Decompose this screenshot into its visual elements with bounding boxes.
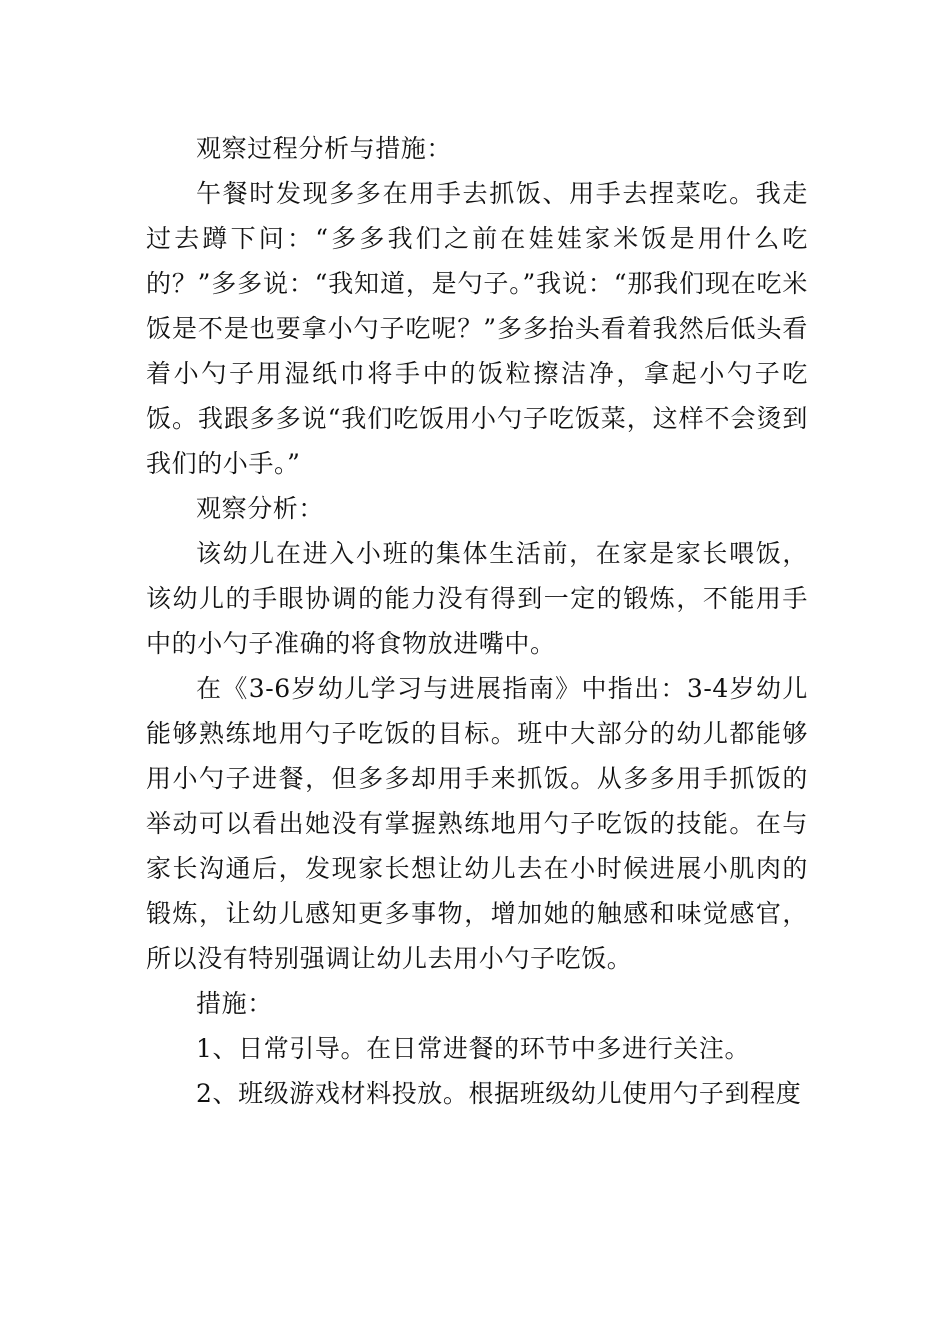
list-item-measure-2: 2、班级游戏材料投放。根据班级幼儿使用勺子到程度 [196,1079,802,1108]
list-item-measure-1: 1、日常引导。在日常进餐的环节中多进行关注。 [196,1034,751,1063]
paragraph-analysis-1: 该幼儿在进入小班的集体生活前，在家是家长喂饭，该幼儿的手眼协调的能力没有得到一定的锻炼，不能用手中的小勺子准确的将食物放进嘴中。 [146,539,808,658]
paragraph-analysis-2: 在《3-6岁幼儿学习与进展指南》中指出：3-4岁幼儿能够熟练地用勺子吃饭的目标。班中大部分的幼儿都能够用小勺子进餐，但多多却用手来抓饭。从多多用手抓饭的举动可以看出她没有掌握熟练地用勺子吃饭的技能。在与家长沟通后，发现家长想让幼儿去在小时候进展小肌肉的锻炼，让幼儿感知更多事物，增加她的触感和味觉感官，所以没有特别强调让幼儿去用小勺子吃饭。 [146,674,808,973]
section-heading-observation-analysis: 观察分析： [196,494,325,523]
section-heading-observation-process: 观察过程分析与措施： [196,134,453,163]
paragraph-lunch-observation: 午餐时发现多多在用手去抓饭、用手去捏菜吃。我走过去蹲下问：“多多我们之前在娃娃家米饭是用什么吃的？”多多说：“我知道，是勺子。”我说：“那我们现在吃米饭是不是也要拿小勺子吃呢？”多多抬头看着我然后低头看着小勺子用湿纸巾将手中的饭粒擦洁净，拿起小勺子吃饭。我跟多多说“我们吃饭用小勺子吃饭菜，这样不会烫到我们的小手。” [146,179,808,478]
document-body [146,126,808,1116]
section-heading-measures: 措施： [196,989,273,1018]
